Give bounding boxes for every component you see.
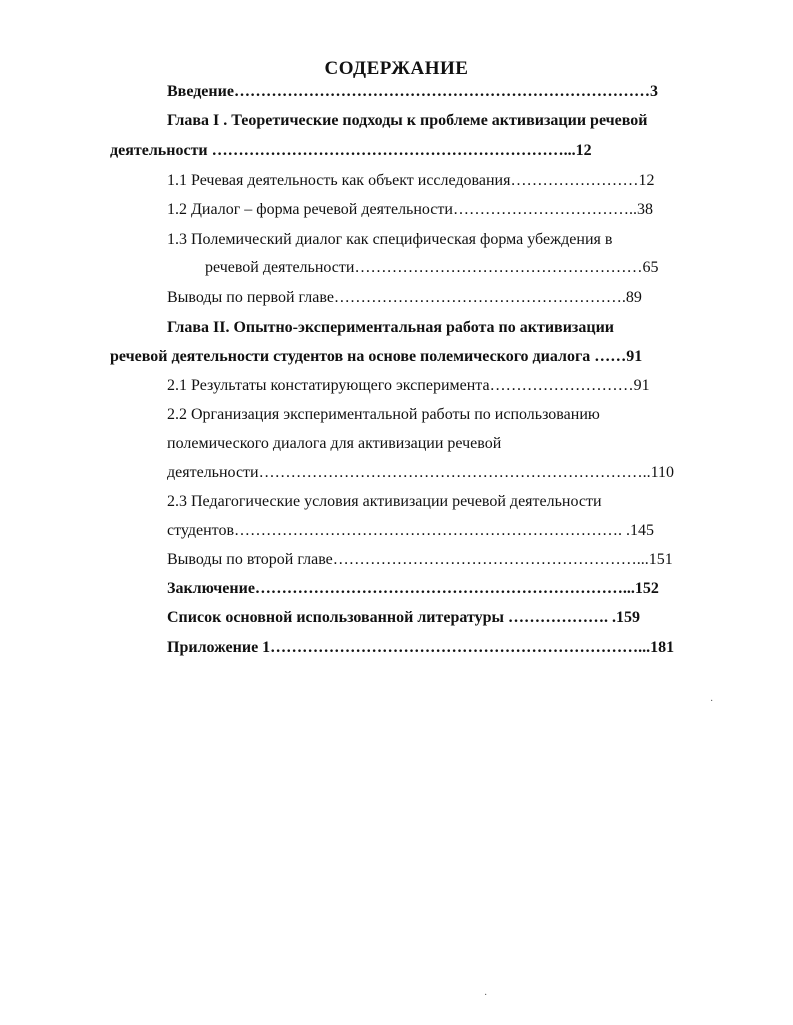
page-title: СОДЕРЖАНИЕ (324, 58, 469, 79)
toc-entry-section-2-2-continuation-b: деятельности………………………………………………………………..110 (167, 464, 674, 481)
toc-entry-section-2-2-continuation-a: полемического диалога для активизации речевой (167, 435, 502, 452)
scan-speck: · (710, 696, 714, 707)
toc-entry-section-1-3: 1.3 Полемический диалог как специфическая форма убеждения в (167, 231, 613, 248)
toc-entry-section-1-2: 1.2 Диалог – форма речевой деятельности……………………………..38 (167, 201, 653, 218)
toc-entry-chapter-2-title: Глава II. Опытно-экспериментальная работа по активизации (167, 319, 614, 336)
toc-entry-section-2-2: 2.2 Организация экспериментальной работы по использованию (167, 406, 600, 423)
toc-entry-chapter-1-title: Глава I . Теоретические подходы к проблеме активизации речевой (167, 112, 648, 129)
toc-entry-conclusions-chapter-2: Выводы по второй главе…………………………………………………...151 (167, 551, 673, 568)
toc-entry-conclusion: Заключение……………………………………………………………...152 (167, 580, 659, 597)
toc-entry-section-1-3-continuation: речевой деятельности………………………………………………65 (205, 259, 659, 276)
toc-entry-section-2-1: 2.1 Результаты констатирующего эксперимента………………………91 (167, 377, 650, 394)
toc-entry-conclusions-chapter-1: Выводы по первой главе……………………………………………….89 (167, 289, 642, 306)
toc-entry-introduction: Введение……………………………………………………………………3 (167, 83, 658, 100)
toc-entry-references: Список основной использованной литературы ………………. .159 (167, 609, 640, 626)
toc-entry-section-2-3: 2.3 Педагогические условия активизации речевой деятельности (167, 493, 602, 510)
toc-entry-appendix-1: Приложение 1……………………………………………………………...181 (167, 639, 675, 656)
scan-speck: · (484, 990, 488, 1001)
toc-entry-section-1-1: 1.1 Речевая деятельность как объект исследования……………………12 (167, 172, 655, 189)
toc-entry-section-2-3-continuation: студентов………………………………………………………………. .145 (167, 522, 655, 539)
toc-entry-chapter-1-continuation: деятельности …………………………………………………………...12 (110, 142, 592, 159)
toc-entry-chapter-2-continuation: речевой деятельности студентов на основе полемического диалога ……91 (110, 348, 643, 365)
